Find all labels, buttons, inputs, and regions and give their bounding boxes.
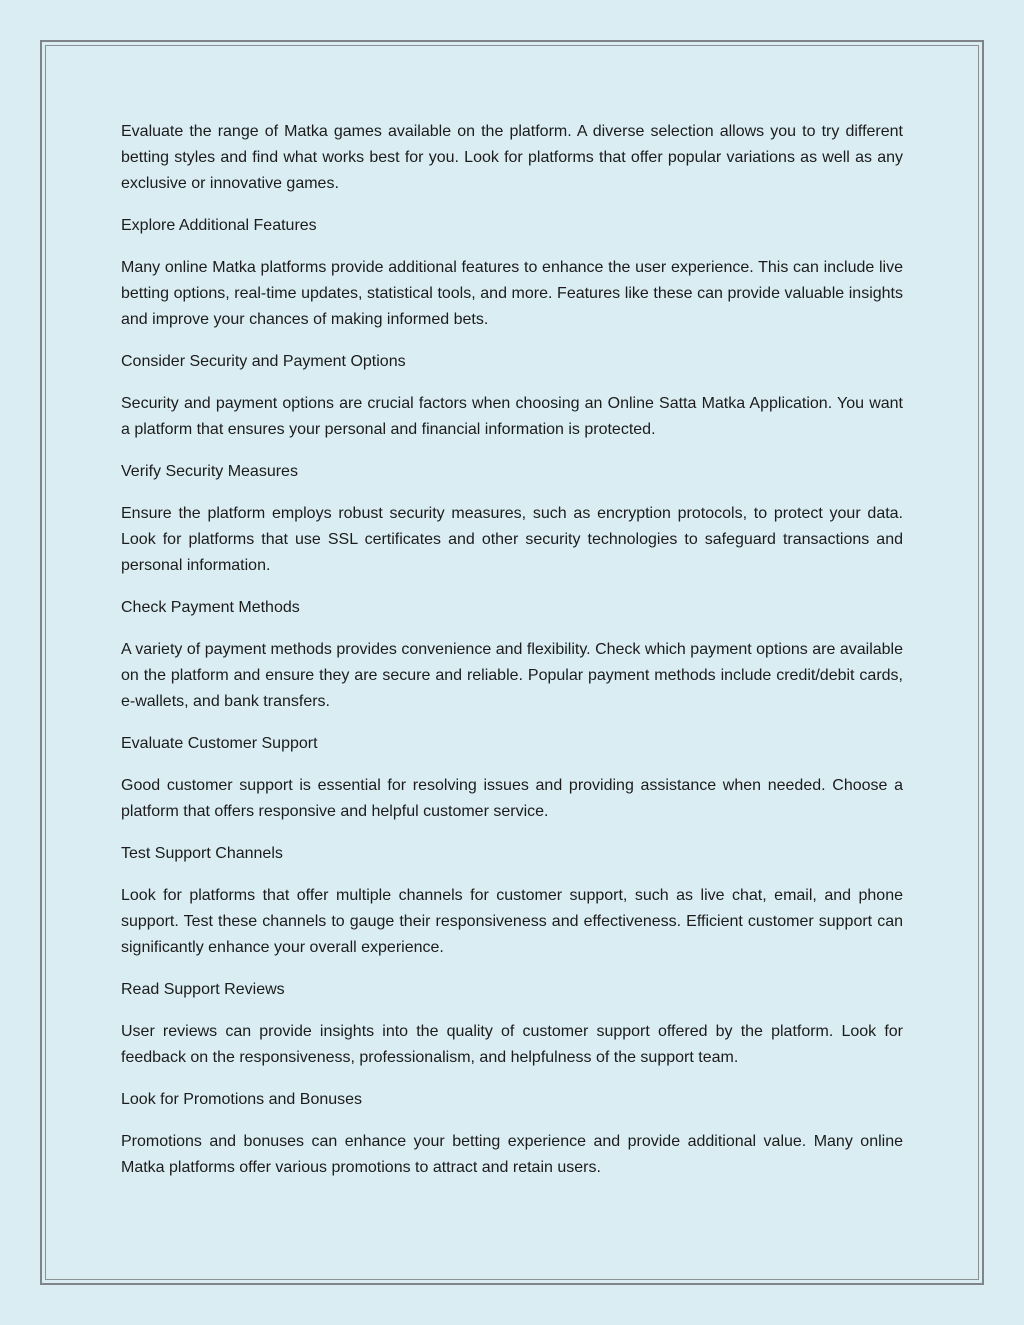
paragraph-payment-methods: A variety of payment methods provides convenience and flexibility. Check which payment options are available on the platform and ensure they are secure and reliable. Popular payment methods include credit/debit cards, e-wallets, and bank transfers.	[121, 641, 903, 710]
heading-support-channels: Test Support Channels	[121, 845, 283, 862]
document-body	[121, 119, 903, 1197]
heading-security-payment: Consider Security and Payment Options	[121, 353, 406, 370]
heading-promotions-bonuses: Look for Promotions and Bonuses	[121, 1091, 363, 1108]
paragraph-support-reviews: User reviews can provide insights into the quality of customer support offered by the platform. Look for feedback on the responsiveness, professionalism, and helpfulness of the support team.	[121, 1023, 903, 1066]
heading-support-reviews: Read Support Reviews	[121, 981, 285, 998]
paragraph-additional-features: Many online Matka platforms provide additional features to enhance the user experience. This can include live betting options, real-time updates, statistical tools, and more. Features like these can provide valuable insights and improve your chances of making informed bets.	[121, 259, 903, 328]
paragraph-security-payment: Security and payment options are crucial factors when choosing an Online Satta Matka Application. You want a platform that ensures your personal and financial information is protected.	[121, 395, 903, 438]
heading-security-measures: Verify Security Measures	[121, 463, 298, 480]
paragraph-support-channels: Look for platforms that offer multiple channels for customer support, such as live chat, email, and phone support. Test these channels to gauge their responsiveness and effectiveness. Efficient customer support can significantly enhance your overall experience.	[121, 887, 903, 956]
heading-customer-support: Evaluate Customer Support	[121, 735, 318, 752]
heading-payment-methods: Check Payment Methods	[121, 599, 300, 616]
heading-additional-features: Explore Additional Features	[121, 217, 317, 234]
paragraph-security-measures: Ensure the platform employs robust security measures, such as encryption protocols, to protect your data. Look for platforms that use SSL certificates and other security technologies to safeguard transactions and personal information.	[121, 505, 903, 574]
paragraph-customer-support: Good customer support is essential for resolving issues and providing assistance when needed. Choose a platform that offers responsive and helpful customer service.	[121, 777, 903, 820]
paragraph-promotions-bonuses: Promotions and bonuses can enhance your betting experience and provide additional value. Many online Matka platforms offer various promotions to attract and retain users.	[121, 1133, 903, 1176]
paragraph-game-range: Evaluate the range of Matka games available on the platform. A diverse selection allows you to try different betting styles and find what works best for you. Look for platforms that offer popular variations as well as any exclusive or innovative games.	[121, 123, 903, 192]
